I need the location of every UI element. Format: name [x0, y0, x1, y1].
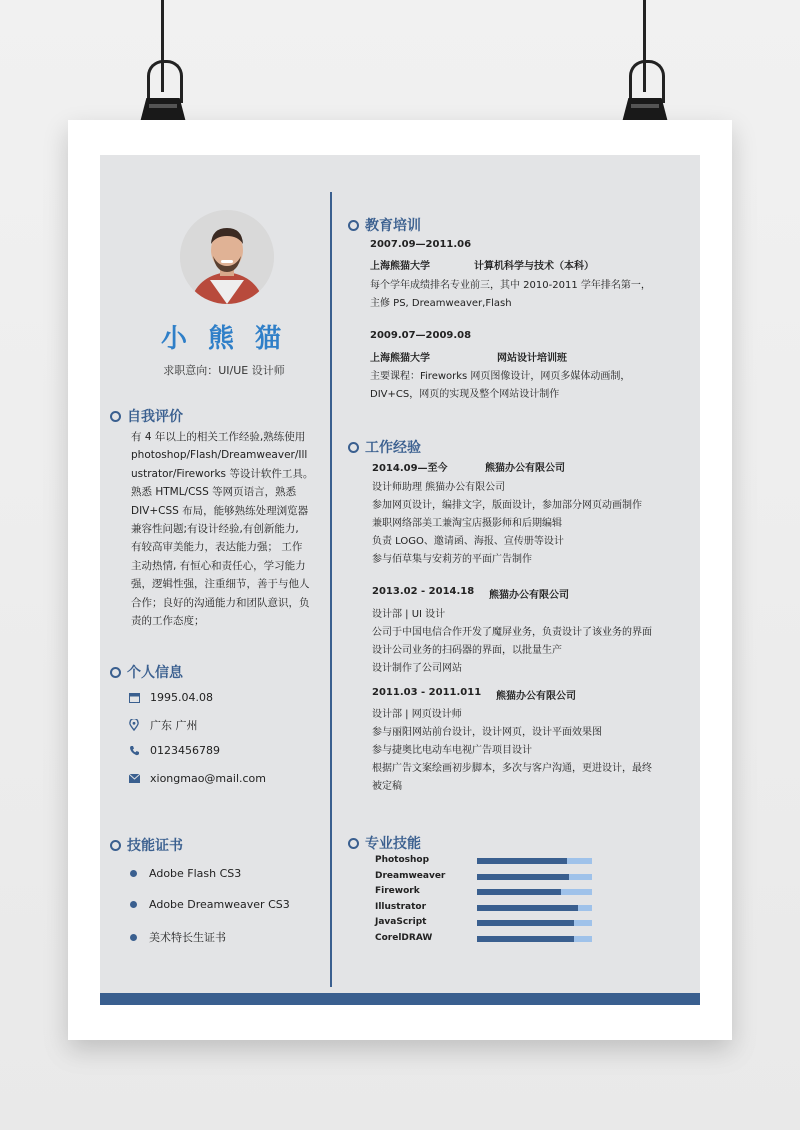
- self-eval-line: 责的工作态度；: [131, 615, 205, 628]
- calendar-icon: [128, 692, 140, 704]
- cert-item: [130, 898, 290, 911]
- work-desc-line: 被定稿: [372, 781, 402, 792]
- avatar-portrait-icon: [180, 210, 274, 304]
- skill-bar-track: [477, 920, 592, 926]
- info-location: [128, 717, 198, 733]
- binder-clip-left: [135, 0, 191, 140]
- edu-school: 上海熊猫大学: [370, 261, 430, 272]
- skill-name: CorelDRAW: [375, 933, 433, 943]
- footer-bar: [100, 993, 700, 1005]
- work-date: 2014.09—至今: [372, 463, 448, 474]
- skill-bar-track: [477, 858, 592, 864]
- edu-desc-line: 每个学年成绩排名专业前三，其中 2010-2011 学年排名第一，: [370, 280, 651, 291]
- avatar: [180, 210, 274, 304]
- skill-bar-track: [477, 905, 592, 911]
- self-eval-line: 有 4 年以上的相关工作经验,熟练使用: [131, 431, 306, 443]
- ring-icon: [348, 442, 359, 453]
- self-eval-line: 强，逻辑性强，注重细节，善于与他人: [131, 578, 310, 591]
- edu-date: 2009.07—2009.08: [370, 330, 472, 341]
- skill-bar-fill: [477, 889, 561, 895]
- location: 广东 广州: [150, 719, 198, 732]
- work-desc-line: 设计制作了公司网站: [372, 663, 462, 674]
- bullet-dot-icon: [130, 934, 137, 941]
- section-education-title: [348, 215, 421, 235]
- work-company: 熊猫办公有限公司: [485, 463, 565, 474]
- ring-icon: [110, 411, 121, 422]
- section-title-text: 工作经验: [365, 440, 421, 456]
- candidate-name: 小 熊 猫: [160, 324, 288, 354]
- job-intent: 求职意向：UI/UE 设计师: [163, 364, 285, 377]
- skill-name: Illustrator: [375, 901, 427, 912]
- skill-name: Photoshop: [375, 855, 430, 865]
- skill-bar-track: [477, 889, 592, 895]
- edu-school: 上海熊猫大学: [370, 353, 430, 364]
- self-eval-line: 合作；良好的沟通能力和团队意识，负: [131, 596, 310, 609]
- work-desc-line: 设计师助理 熊猫办公有限公司: [372, 482, 506, 493]
- section-title-text: 个人信息: [127, 665, 183, 681]
- skill-bar-track: [477, 874, 592, 880]
- section-personal-title: [110, 662, 183, 682]
- work-desc-line: 根据广告文案绘画初步脚本，多次与客户沟通，更进设计，最终: [372, 763, 652, 774]
- section-skills-title: [348, 833, 421, 853]
- column-divider: [330, 192, 332, 987]
- self-eval-text: [131, 428, 314, 630]
- edu-major: 计算机科学与技术（本科）: [474, 261, 594, 272]
- skill-bar-fill: [477, 858, 567, 864]
- skill-name: JavaScript: [375, 917, 427, 928]
- email-address[interactable]: xiongmao@mail.com: [150, 772, 266, 785]
- edu-desc-line: DIV+CS，网页的实现及整个网站设计制作: [370, 389, 560, 400]
- cert-label: Adobe Dreamweaver CS3: [149, 898, 290, 911]
- clip-shine: [631, 104, 659, 108]
- birth-date: 1995.04.08: [150, 691, 213, 704]
- edu-desc-line: 主要课程：Fireworks 网页图像设计，网页多媒体动画制，: [370, 371, 631, 382]
- skill-bar-track: [477, 936, 592, 942]
- work-desc-line: 参与佰草集与安莉芳的平面广告制作: [372, 554, 532, 565]
- self-eval-line: 兼容性问题;有设计经验,有创新能力,: [131, 523, 299, 536]
- work-desc-line: 参与丽阳网站前台设计，设计网页，设计平面效果图: [372, 727, 602, 738]
- location-pin-icon: [128, 719, 140, 731]
- ring-icon: [110, 840, 121, 851]
- ring-icon: [348, 838, 359, 849]
- section-certs-title: [110, 835, 183, 855]
- skill-bar-fill: [477, 905, 578, 911]
- section-self-eval-title: [110, 406, 183, 426]
- cert-item: [130, 867, 241, 880]
- work-date: 2011.03 - 2011.011: [372, 687, 482, 698]
- work-desc-line: 公司于中国电信合作开发了魔屏业务，负责设计了该业务的界面: [372, 627, 652, 638]
- skill-bar-fill: [477, 936, 574, 942]
- info-phone: [128, 744, 220, 757]
- work-date: 2013.02 - 2014.18: [372, 586, 475, 597]
- edu-major: 网站设计培训班: [497, 353, 567, 364]
- edu-date: 2007.09—2011.06: [370, 239, 472, 250]
- section-work-title: [348, 437, 421, 457]
- ring-icon: [348, 220, 359, 231]
- info-birth: [128, 691, 213, 704]
- self-eval-line: 有较高审美能力，表达能力强； 工作: [131, 541, 303, 554]
- binder-clip-right: [617, 0, 673, 140]
- skill-bar-fill: [477, 920, 574, 926]
- cert-item: [130, 929, 226, 945]
- work-company: 熊猫办公有限公司: [489, 590, 569, 601]
- self-eval-line: 主动热情, 有恒心和责任心，学习能力: [131, 559, 306, 572]
- ring-icon: [110, 667, 121, 678]
- section-title-text: 技能证书: [127, 838, 183, 854]
- self-eval-line: 熟悉 HTML/CSS 等网页语言，熟悉: [131, 486, 297, 499]
- section-title-text: 专业技能: [365, 836, 421, 852]
- clip-loop: [147, 60, 183, 103]
- self-eval-line: photoshop/Flash/Dreamweaver/Ill: [131, 449, 308, 462]
- edu-desc-line: 主修 PS, Dreamweaver,Flash: [370, 298, 512, 309]
- work-desc-line: 参与捷奥比电动车电视广告项目设计: [372, 745, 532, 756]
- section-title-text: 教育培训: [365, 218, 421, 234]
- bullet-dot-icon: [130, 901, 137, 908]
- self-eval-line: ustrator/Fireworks 等设计软件工具。: [131, 467, 314, 480]
- cert-label: 美术特长生证书: [149, 931, 226, 944]
- phone-icon: [128, 745, 140, 757]
- work-company: 熊猫办公有限公司: [496, 691, 576, 702]
- mail-icon: [128, 773, 140, 785]
- self-eval-line: DIV+CSS 布局，能够熟练处理浏览器: [131, 504, 309, 517]
- bullet-dot-icon: [130, 870, 137, 877]
- info-email: [128, 772, 266, 785]
- clip-loop: [629, 60, 665, 103]
- skill-name: Dreamweaver: [375, 870, 446, 881]
- section-title-text: 自我评价: [127, 409, 183, 425]
- work-desc-line: 设计部 | UI 设计: [372, 609, 446, 620]
- work-desc-line: 设计公司业务的扫码器的界面，以批量生产: [372, 645, 562, 656]
- work-desc-line: 兼职网络部美工兼淘宝店摄影师和后期编辑: [372, 518, 562, 529]
- skill-name: Firework: [375, 886, 420, 897]
- clip-shine: [149, 104, 177, 108]
- work-desc-line: 设计部 | 网页设计师: [372, 709, 462, 720]
- work-desc-line: 参加网页设计，编排文字，版面设计，参加部分网页动画制作: [372, 500, 642, 511]
- work-desc-line: 负责 LOGO、邀请函、海报、宣传册等设计: [372, 536, 564, 547]
- cert-label: Adobe Flash CS3: [149, 867, 242, 880]
- skill-bar-fill: [477, 874, 569, 880]
- phone-number: 0123456789: [150, 744, 220, 757]
